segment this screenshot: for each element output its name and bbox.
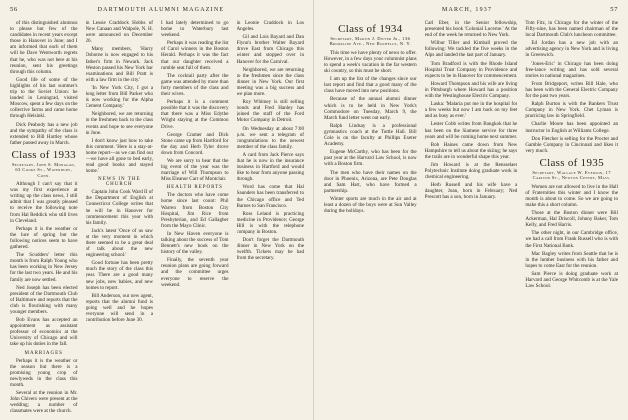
paragraph: Finally, the seventh year reunion plans are going forward and the committee urges everyone to reserve the weekend. <box>161 257 229 288</box>
paragraph: Good life of some of the highlights of his last summer's trip to the Soviet Union: he landed in Leningrad, visited Moscow, spent a few days on the collective farms and came home through Helsinki. <box>10 76 78 120</box>
paragraph: Laska: 'Malaria put me in the hospital for a few weeks but now I am back on my feet and as busy as ever.' <box>424 101 518 120</box>
paragraph: Eugene McCarthy, who has been for the past year at the Harvard Law School, is now with a Boston firm. <box>324 149 417 168</box>
paragraph: 'Jones-Eric' in Chicago has been doing free-lance writing and has sold several stories to national magazines. <box>525 60 619 79</box>
subheading-marriages: MARRIAGES <box>24 350 63 356</box>
left-columns <box>10 20 304 418</box>
right-columns <box>324 20 618 418</box>
paragraph: Lester Cobb writes from Bangkok that he has been on the Siamese service for three years and will be coming home next summer. <box>424 121 518 140</box>
paragraph: Bill Anderson, our new agent, reports that the alumni fund is going well and he hopes everyone will send in a contribution before June 30. <box>85 292 153 324</box>
paragraph: Bob Haines came down from New Hampshire to tell us about the skiing; he says the trails are in wonderful shape this year. <box>424 141 518 160</box>
paragraph: Herb Russell and his wife have a daughter, Joan, born in February; Ned Prescott has a son, born in January. <box>424 182 518 201</box>
paragraph: Although I can't say that it was my first experience at writing up the class news, I still admit that I was greatly pleased to receive the following note from Hal Reddick who still lives in Cleveland. <box>10 181 78 224</box>
secretary-line: Secretary, Wallace W. Everson, 17 Carlton St., Newton Centre, Mass. <box>532 169 611 181</box>
paragraph: in Leonie Craddock in Los Angeles. <box>236 20 304 33</box>
paragraph: The other night, in our Cambridge office, we had a call from Frank Russell who is with the First National Bank. <box>525 230 619 249</box>
paragraph: I had lately determined to go home to Waterbury last weekend. <box>161 20 229 39</box>
right-running-title: MARCH, 1937 <box>441 7 493 13</box>
paragraph: Jim Howard is at the Rensselaer Polytechnic Institute doing graduate work in chemical engineering. <box>424 161 518 181</box>
left-running-title: DARTMOUTH ALUMNI MAGAZINE <box>97 7 225 13</box>
paragraph: Several at the reunion in Mr. John Chivers were present at the wedding; a number of classmates were at the church. <box>10 390 78 415</box>
paragraph: The doctors who have come home since last count: Phil Warren from Boston City Hospital, Jim Rice from Presbyterian, and Ed Gallagher from the Mayo Clinic. <box>161 192 229 229</box>
paragraph: Neighbored, we are returning to the freshmen since the class dinner in New York. Our first meeting was a big success and we plan more. <box>236 66 304 98</box>
paragraph: Gil and Lois Bayard and Dan Flynn's brother Walter Bayard drove East from Chicago this winter and stopped over in Hanover for the Carnival. <box>236 34 304 65</box>
paragraph: Many members, 'Harry Osborne is now engaged to his father's firm in Newark. Jack Weston passed his New York bar examinations and Bill Pratt is with a law firm in the city.' <box>85 46 153 83</box>
paragraph: 'In New York City, I got a long letter from Bill Parker who is now working for the Alpha Cement Company.' <box>85 84 153 110</box>
subheading-church: NEWS IN THE CHURCH <box>97 177 141 188</box>
paragraph: Ed Jordan has a new job with an advertising agency in New York and is living in Greenwich. <box>525 40 619 59</box>
right-page-number: 57 <box>610 6 618 13</box>
paragraph: In New Haven everyone is talking about the success of Tom Bennett's new book on the history of the valley. <box>161 230 229 256</box>
paragraph: Winter sports are much in the air and at least a dozen of the boys were at Sun Valley during the holidays. <box>324 195 417 215</box>
paragraph: Don Fletcher is selling for the Procter and Gamble Company in Cincinnati and likes it very much. <box>525 135 619 154</box>
paragraph: Carl Eber, in the Senior fellowship, presented his book 'Colonial Lucerne.' At the end of the week he returned to New York. <box>424 20 518 39</box>
paragraph: Don't forget the Dartmouth dinner in New York on the twelfth. Tickets may be had from the secretary. <box>236 237 304 262</box>
paragraph: The cocktail party after the game was attended by more than forty members of the class and their wives. <box>161 72 229 98</box>
paragraph: Ned Joseph has been elected president of the Dartmouth Club of Baltimore and reports that the club is flourishing with many younger members. <box>10 284 78 315</box>
paragraph: Ralph Burton is with the Bankers Trust Company in New York. Chet Lyman is practicing law in Springfield. <box>525 101 619 120</box>
right-column-2 <box>425 20 518 418</box>
paragraph: The men who have their names on the door in Phoenix, Arizona, are Pete Douglas and Sam Hart, who have formed a partnership. <box>324 169 417 194</box>
paragraph: Perhaps it was reading the list of Carol winners in the Boston Herald. Perhaps it was the fact that our daughter received a rumble seat full of them. <box>161 40 229 71</box>
paragraph: Charlie Moore has been appointed an instructor in English at Williams College. <box>525 121 619 134</box>
paragraph: Wilbur Tiller and Kimball proved the following: We tackled the five weeks in the Alps and landed the last part of January. <box>424 40 518 59</box>
paragraph: A card from Jack Pierce says that he is now in the insurance business in Hartford and would like to hear from anyone passing through. <box>236 151 304 183</box>
paragraph: The Scudders' letter this month is from Ralph Young who has been working in New Jersey for the last two years. He and his family are now settled. <box>10 252 78 283</box>
paragraph: From Bridgeport, writes Bill Hale, who has been with the General Electric Company for the past two years. <box>525 80 619 100</box>
left-column-3 <box>161 20 229 418</box>
paragraph: Women are not allowed to live in the Hall of Fraternities this winter and I know the month is about to come. So we are going to make this a short column. <box>525 183 619 208</box>
paragraph: Perhaps it is the weather or the lure of spring but the following notices seem to have gathered. <box>10 225 78 251</box>
secretary-line: Secretary, Martin J. Dwyer Jr., 136 Brookline Ave., New Rochelle, N. Y. <box>329 36 412 47</box>
paragraph: Perhaps it is a comment possible that it was the discovery that there was a Miss Edythe Wright staying at the Common Drive. <box>161 99 229 130</box>
paragraph: Mac Bagley writes from Seattle that he is in the lumber business with his father and hopes to come East for the reunion. <box>525 250 619 269</box>
right-running-head <box>324 6 618 16</box>
class-heading-1934: Class of 1934 <box>338 23 403 35</box>
paragraph: Ralph Lindsay is a professional gymnastics coach at the Tuttle Hall. Bill Cole is on the faculty at Phillips Exeter Academy. <box>324 122 417 148</box>
paragraph: Tom Fitz, in Chicago for the winter of the Fifty-nine, has been named chairman of the local Dartmouth Club's luncheon committee. <box>525 20 619 39</box>
paragraph: Captain John Cook Ward II of the Department of English at Connecticut College writes that he will be in Hanover for commencement this year with his family. <box>85 189 153 226</box>
right-column-3 <box>525 20 618 418</box>
paragraph: Bob Evans has accepted an appointment as assistant professor of economics at the University of Chicago and will take up his duties in the fall. <box>10 317 78 348</box>
left-page-number: 56 <box>10 6 18 13</box>
right-column-1 <box>324 20 417 418</box>
paragraph: Perhaps it is the weather or the season but there is a promising young crop of newlyweds in the class this month. <box>10 357 78 388</box>
paragraph: in Lessie Craddock Hobbs of New Canaan and Walpole, N. H. were announced on December 26. <box>85 20 153 45</box>
paragraph: Word has come that Hal Saunders has been transferred to the Chicago office and Ted Barnes to San Francisco. <box>236 184 304 209</box>
class-heading-1935: Class of 1935 <box>539 156 604 169</box>
left-column-2 <box>86 20 154 418</box>
paragraph: Howard Thompson and his wife are living in Pittsburgh where Howard has a position with the Westinghouse Electric Company. <box>424 80 518 100</box>
paragraph: I don't know just how to take this comment. 'Here is a stay-at-home report—as we can find out—we have all gone to bed early, read good books and stayed home.' <box>85 137 153 175</box>
subheading-health: HEALTH REPORTS <box>166 185 223 191</box>
paragraph: Dick Peabody has a new job and the sympathy of the class is extended to Bill Hartley whose father passed away in March. <box>10 121 78 146</box>
paragraph: Ross Leland is practicing medicine in Providence; George Hill is with the telephone company in Boston. <box>236 210 304 235</box>
paragraph: Jack's latest 'Once of us saw at the very moment in which there seemed to be a great deal of talk about the new engineering school.' <box>85 227 153 259</box>
left-column-1 <box>10 20 78 418</box>
right-page <box>314 0 628 420</box>
paragraph: Tom Bradford is with the Rhode Island Hospital Trust Company in Providence and expects to be in Hanover for commencement. <box>424 60 518 79</box>
class-heading-1933: Class of 1933 <box>11 148 76 161</box>
left-column-4 <box>237 20 305 418</box>
paragraph: Sam Pierce is doing graduate work at Harvard and George Whitcomb is at the Yale Law School. <box>525 270 619 290</box>
paragraph: On Wednesday at about 7:00 p.m. we sent a telegram of congratulations to the newest member of the class family. <box>236 125 304 150</box>
paragraph: I am up the list of the changes since our last report and find that a good many of the class have moved into new positions. <box>324 76 417 95</box>
left-running-head <box>10 6 304 16</box>
paragraph: This time we have plenty of news to offer. However, in a few days your columnist plans to spend a week's vacation in the far western ski country, so this must be short. <box>324 49 417 75</box>
paragraph: Those at the Boston dinner were Bill Ackerman, Hal Driscoll, Johnny Baker, Tom Kelly, and Fred Harris. <box>525 210 619 229</box>
paragraph: Because of the annual alumni dinner which is to be held in New York's Commodore on Tuesday, March 9, the March fund letter went out early. <box>324 96 417 121</box>
paragraph: Good fortune has been pretty much the story of the class this year. There are a good many new jobs, new babies, and new homes to report. <box>85 260 153 291</box>
paragraph: We are sorry to hear that the big event of the year was the marriage of Will Thompson to Miss Eleanor Carr of Montclair. <box>161 157 229 183</box>
secretary-line: Secretary, John S. Monagan, 63 Cooke St., Waterbury, Conn. <box>11 161 76 178</box>
paragraph: of this distinguished alumnus to please but few of the candidates in recent years except those in Hanover in June; and I am informed that each of them will be Dave Wentworth regrets that he, who was not here at his reunion, sent his greetings through this column. <box>10 20 78 75</box>
paragraph: George Cramer and Dick Stone came up from Hartford for the day and Herb Tyler drove down from Concord. <box>161 131 229 156</box>
paragraph: Neighbored, we are returning to the freshmen back to the class events and hope to see everyone in June. <box>85 111 153 136</box>
paragraph: Roy Whitney is still selling bonds and Fred Hanley has joined the staff of the Ford Motor Company in Detroit. <box>236 99 304 124</box>
